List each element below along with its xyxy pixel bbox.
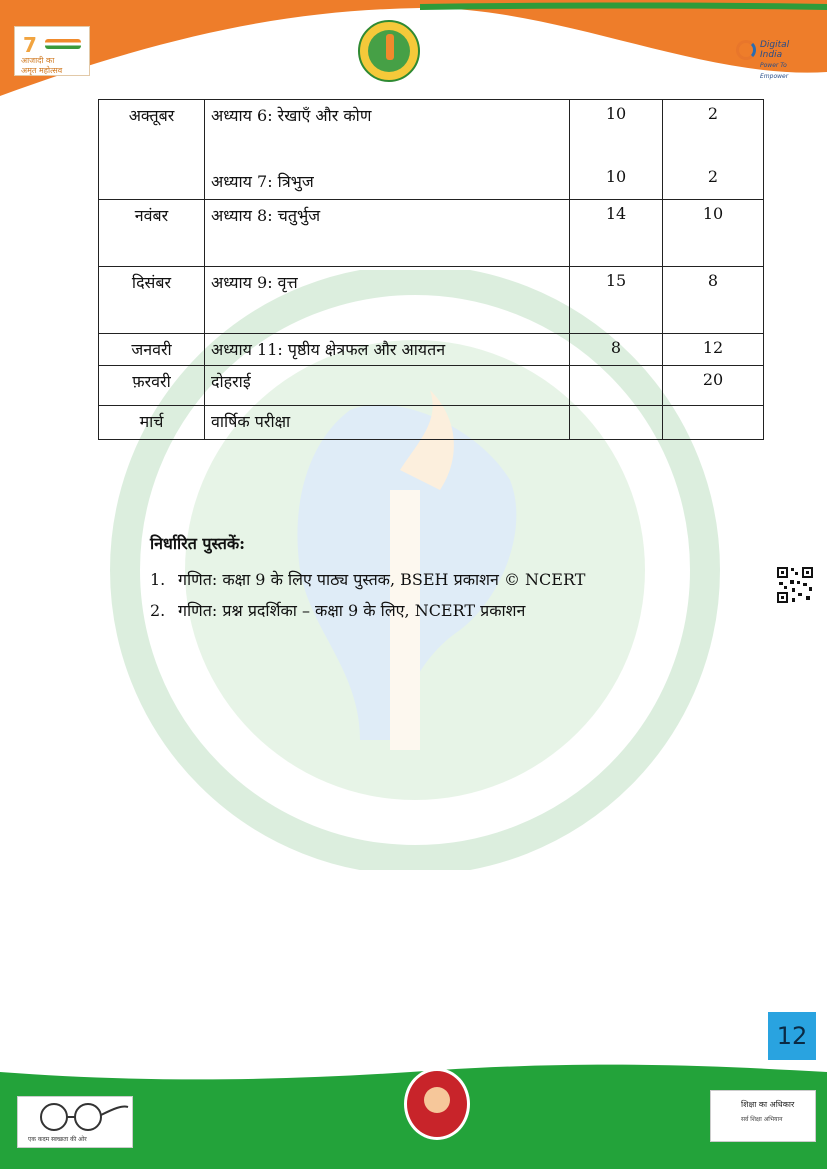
table-row <box>99 100 764 200</box>
month-cell: अक्तूबर <box>99 100 205 200</box>
month-cell: फ़रवरी <box>99 366 205 406</box>
value-cell <box>570 100 663 200</box>
chapter-cell: अध्याय 11: पृष्ठीय क्षेत्रफल और आयतन <box>205 334 570 366</box>
chapter-text: अध्याय 6: रेखाएँ और कोण <box>211 106 372 125</box>
value-cell: 10 <box>663 200 764 267</box>
page-number: 12 <box>768 1012 816 1060</box>
chapter-cell: अध्याय 8: चतुर्भुज <box>205 200 570 267</box>
chapter-text: अध्याय 7: त्रिभुज <box>211 172 314 191</box>
azadi-logo-top: आजादी का <box>21 56 55 65</box>
month-cell: जनवरी <box>99 334 205 366</box>
list-number: 2. <box>150 601 166 620</box>
digital-india-logo <box>736 38 806 80</box>
board-seal-logo <box>358 20 420 82</box>
digital-india-line2: Power To Empower <box>760 62 789 80</box>
digital-india-line1: Digital India <box>760 40 790 60</box>
page-footer <box>0 1062 827 1169</box>
chapter-cell: वार्षिक परीक्षा <box>205 406 570 440</box>
list-text: गणित: प्रश्न प्रदर्शिका – कक्षा 9 के लिए, NCERT प्रकाशन <box>178 601 526 620</box>
azadi-logo-bottom: अमृत महोत्सव <box>21 66 63 75</box>
swachh-bharat-logo <box>17 1096 133 1148</box>
chapter-cell: दोहराई <box>205 366 570 406</box>
page-header <box>0 0 827 100</box>
value-cell: 20 <box>663 366 764 406</box>
table-row <box>99 406 764 440</box>
value-text: 10 <box>605 104 627 123</box>
table-row <box>99 267 764 334</box>
syllabus-table <box>98 99 764 440</box>
list-text: गणित: कक्षा 9 के लिए पाठ्य पुस्तक, BSEH प्रकाशन © NCERT <box>178 570 586 589</box>
swachh-tagline: एक कदम स्वच्छता की ओर <box>28 1136 87 1143</box>
value-cell <box>570 406 663 440</box>
shiksha-ka-adhikar-logo <box>710 1090 816 1142</box>
value-cell <box>663 100 764 200</box>
month-cell: नवंबर <box>99 200 205 267</box>
list-number: 1. <box>150 570 166 589</box>
value-text: 10 <box>605 167 627 186</box>
prescribed-books <box>150 532 585 630</box>
chapter-cell: अध्याय 9: वृत्त <box>205 267 570 334</box>
value-text: 2 <box>707 104 719 123</box>
value-cell: 8 <box>570 334 663 366</box>
value-cell: 12 <box>663 334 764 366</box>
books-heading: निर्धारित पुस्तकें: <box>150 534 246 553</box>
value-cell: 15 <box>570 267 663 334</box>
qr-code[interactable] <box>776 566 814 604</box>
shiksha-line2: सर्व शिक्षा अभियान <box>741 1116 783 1123</box>
value-text: 2 <box>707 167 719 186</box>
table-row <box>99 366 764 406</box>
month-cell: दिसंबर <box>99 267 205 334</box>
table-row <box>99 200 764 267</box>
table-row <box>99 334 764 366</box>
shiksha-line1: शिक्षा का अधिकार <box>741 1100 795 1109</box>
month-cell: मार्च <box>99 406 205 440</box>
value-cell <box>570 366 663 406</box>
value-cell <box>663 406 764 440</box>
azadi-ka-amrit-mahotsav-logo: 7 आजादी का अमृत महोत्सव <box>14 26 90 76</box>
chapter-cell <box>205 100 570 200</box>
beti-bachao-logo <box>404 1068 470 1140</box>
list-item <box>150 568 585 590</box>
value-cell: 14 <box>570 200 663 267</box>
value-cell: 8 <box>663 267 764 334</box>
list-item <box>150 599 585 621</box>
